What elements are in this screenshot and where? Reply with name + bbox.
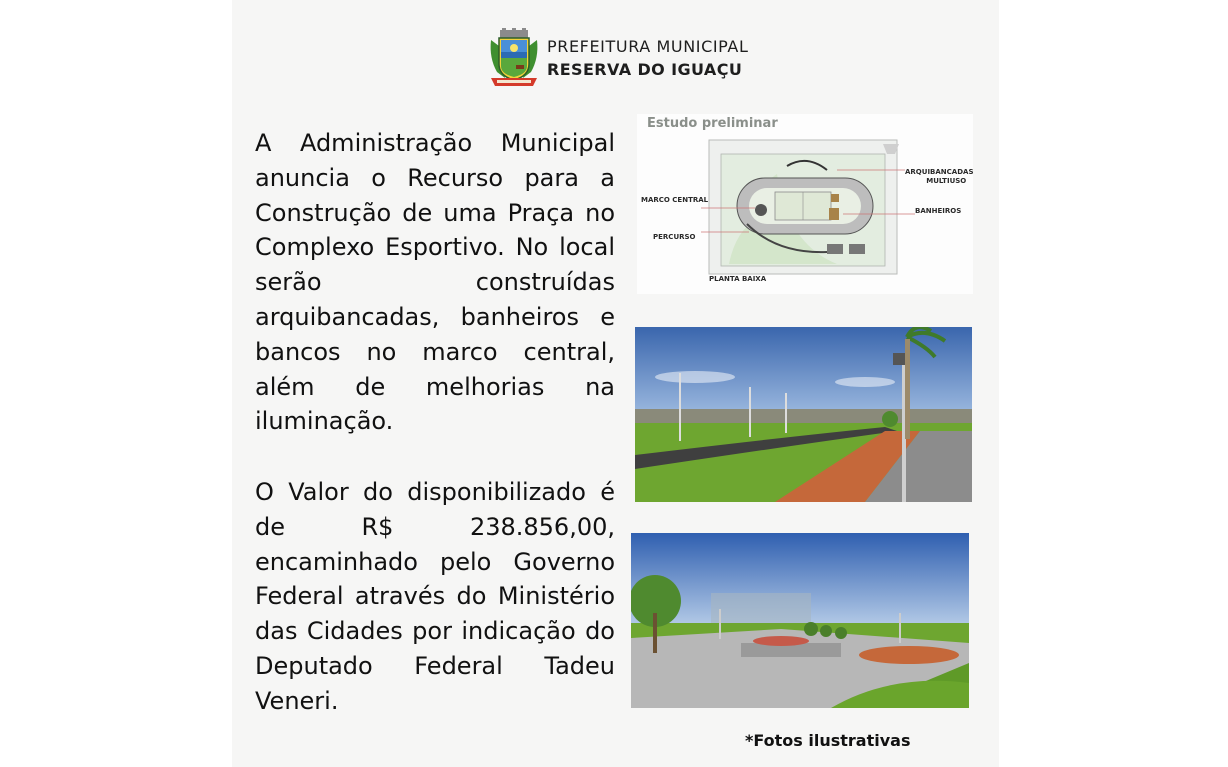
label-percurso: PERCURSO: [653, 233, 696, 241]
municipal-coat-of-arms-icon: [487, 28, 541, 90]
photo-caption: *Fotos ilustrativas: [745, 731, 911, 750]
announcement-paragraph: A Administração Municipal anuncia o Recurso para a Construção de uma Praça no Complexo Esportivo. No local serão construídas arquibancadas, banheiros e bancos no marco central, além de melhorias na iluminação.: [255, 129, 615, 436]
org-title-line2: RESERVA DO IGUAÇU: [547, 60, 743, 79]
funding-paragraph: O Valor do disponibilizado é de R$ 238.856,00, encaminhado pelo Governo Federal através do Ministério das Cidades por indicação do Deputado Federal Tadeu Veneri.: [255, 478, 615, 715]
label-banheiros: BANHEIROS: [915, 207, 962, 215]
plaza-render-image: [631, 533, 969, 708]
label-marco-central: MARCO CENTRAL: [641, 196, 709, 204]
site-plan-image: [637, 114, 973, 294]
org-title-line1: PREFEITURA MUNICIPAL: [547, 37, 749, 56]
label-arquibancadas: ARQUIBANCADAS MULTIUSO: [905, 168, 973, 185]
track-render-drawing: [635, 327, 972, 502]
plaza-render-drawing: [631, 533, 969, 708]
label-planta-baixa: PLANTA BAIXA: [709, 275, 767, 283]
site-plan-title: Estudo preliminar: [647, 116, 778, 131]
track-render-image: [635, 327, 972, 502]
